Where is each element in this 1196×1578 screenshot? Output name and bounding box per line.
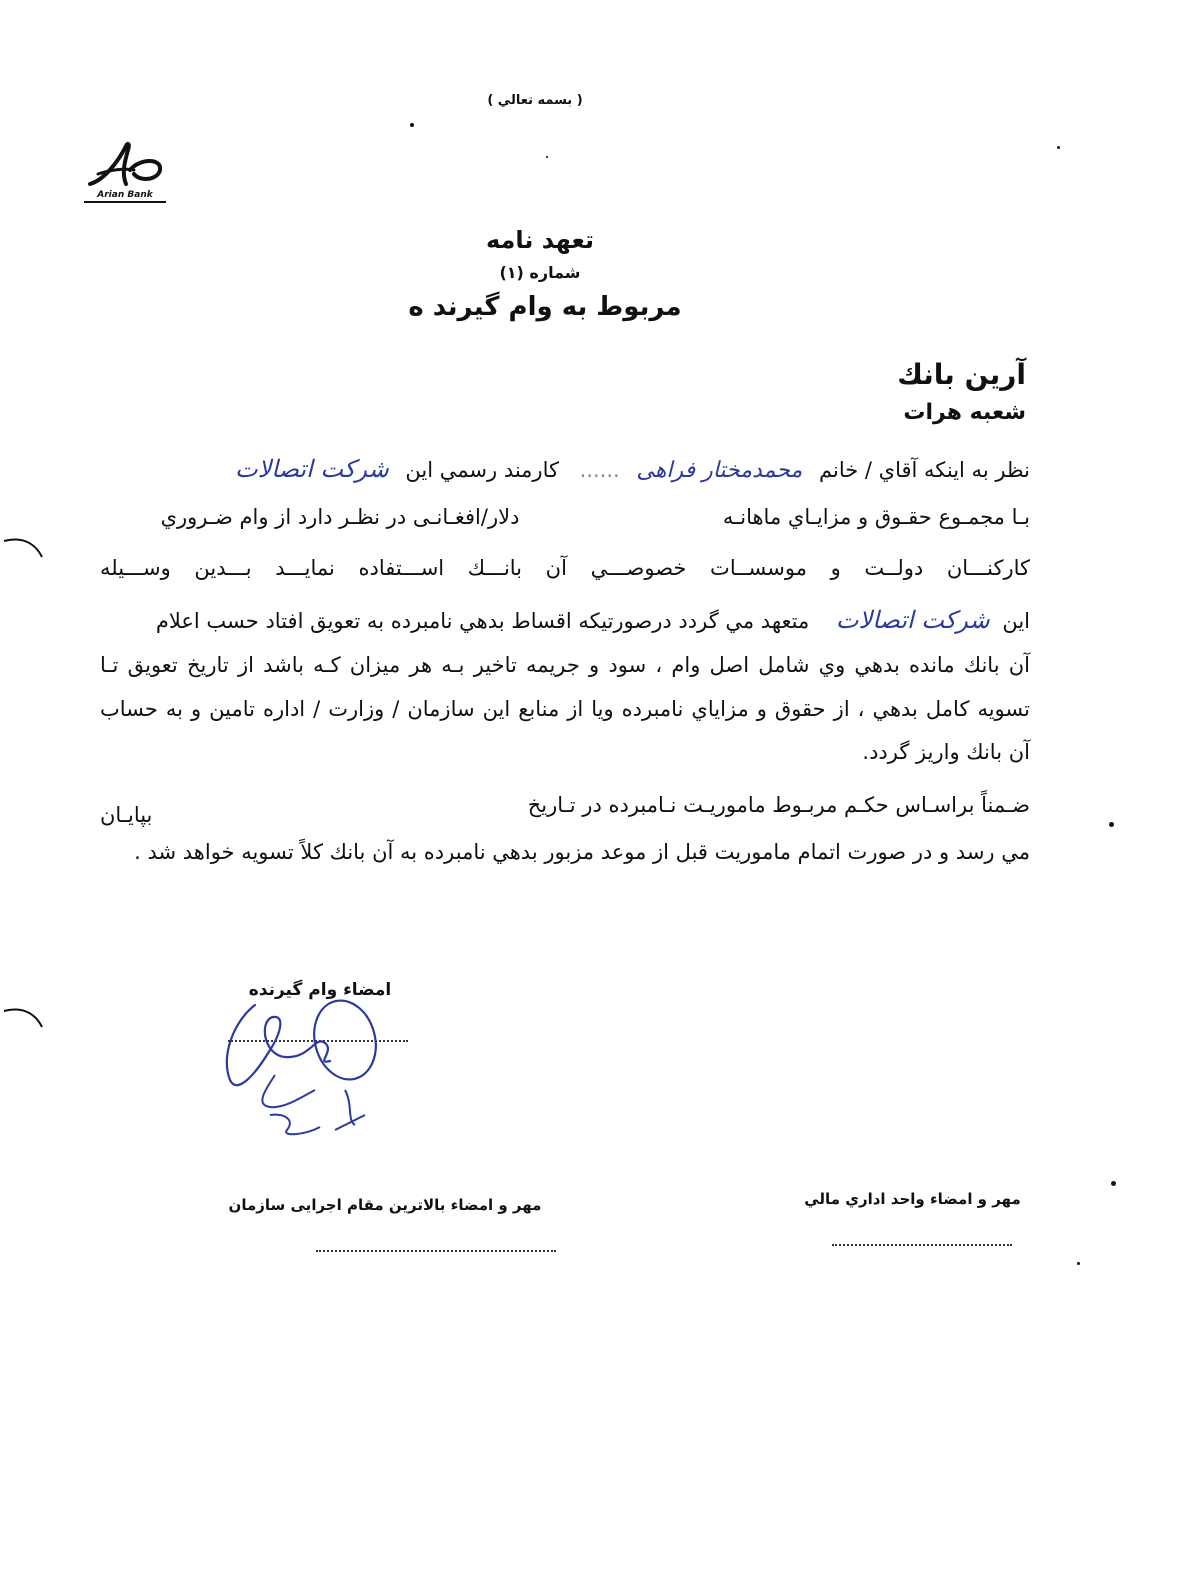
body-line-8-part-b: بپايـان xyxy=(100,803,153,827)
body-line-7: آن بانك واريز گردد. xyxy=(862,740,1030,764)
document-subtitle: مربوط به وام گيرند ه xyxy=(408,292,682,322)
scan-dot xyxy=(1057,146,1060,149)
body-line-2 xyxy=(100,505,1030,529)
executive-seal-label: مهر و امضاء بالاترين مقام اجرايی سازمان xyxy=(228,1196,542,1214)
handwritten-signature-icon xyxy=(215,995,390,1145)
line1-mid: كارمند رسمي اين xyxy=(405,458,559,482)
organization-handwritten-1: شرکت اتصالات xyxy=(235,455,389,483)
executive-signature-line xyxy=(316,1250,556,1252)
body-line-4 xyxy=(100,606,1030,634)
body-line-5: آن بانك مانده بدهي وي شامل اصل وام ، سود و جريمه تاخير بـه هر ميزان كـه باشد از تاريخ تعويق تـا xyxy=(100,653,1030,677)
bank-logo xyxy=(84,140,169,205)
logo-caption: Arian Bank xyxy=(84,190,166,203)
body-line-1: نظر به اينكه آقاي / خانم محمدمختار فراهی ...... كارمند رسمي اين شرکت اتصالات xyxy=(235,455,1030,483)
scan-mark-arc-2 xyxy=(0,1005,50,1035)
body-line-3: كاركنـــان دولــت و موسســات خصوصـــي آن بانـــك اســـتفاده نمايـــد بـــدين وســـيله xyxy=(100,556,1030,580)
arian-bank-logo-icon xyxy=(84,140,169,192)
line4-prefix: اين xyxy=(1002,609,1030,633)
finance-signature-line xyxy=(832,1244,1012,1246)
finance-seal-label: مهر و امضاء واحد اداري مالي xyxy=(804,1190,1021,1208)
scan-mark-arc-1 xyxy=(0,535,50,565)
scan-dot xyxy=(410,123,414,127)
scan-dot xyxy=(546,156,548,158)
scan-dot xyxy=(1111,1181,1116,1186)
invocation: ( بسمه تعالي ) xyxy=(487,93,583,108)
borrower-name-handwritten: محمدمختار فراهی xyxy=(636,458,803,483)
line4-suffix: متعهد مي گردد درصورتيكه اقساط بدهي نامبرده به تعويق افتاد حسب اعلام xyxy=(155,609,810,633)
document-title: تعهد نامه xyxy=(485,226,595,254)
organization-handwritten-2: شرکت اتصالات xyxy=(835,606,990,634)
line1-prefix: نظر به اينكه آقاي / خانم xyxy=(819,458,1030,482)
borrower-signature-label: امضاء وام گيرنده xyxy=(248,980,392,1000)
scan-dot xyxy=(1077,1262,1080,1265)
line2-part-b: دلار/افغـانـی در نظـر دارد از وام ضـروري xyxy=(160,505,520,529)
bank-name: آرين بانك xyxy=(897,358,1026,391)
body-line-8-part-a: ضـمناً براسـاس حكـم مربـوط ماموريـت نـامبرده در تـاريخ xyxy=(527,793,1030,817)
line2-part-a: بـا مجمـوع حقـوق و مزايـاي ماهانـه xyxy=(722,505,1030,529)
branch-name: شعبه هرات xyxy=(903,400,1026,425)
body-line-6: تسويه كامل بدهي ، از حقوق و مزاياي نامبرده ويا از منابع اين سازمان / وزارت / اداره تامين و به حساب xyxy=(100,697,1030,721)
body-line-9: مي رسد و در صورت اتمام ماموريت قبل از موعد مزبور بدهي نامبرده به آن بانك كلاً تسويه خواهد شد . xyxy=(134,840,1030,864)
scan-dot xyxy=(1109,822,1114,827)
document-number: شماره (۱) xyxy=(499,263,581,282)
